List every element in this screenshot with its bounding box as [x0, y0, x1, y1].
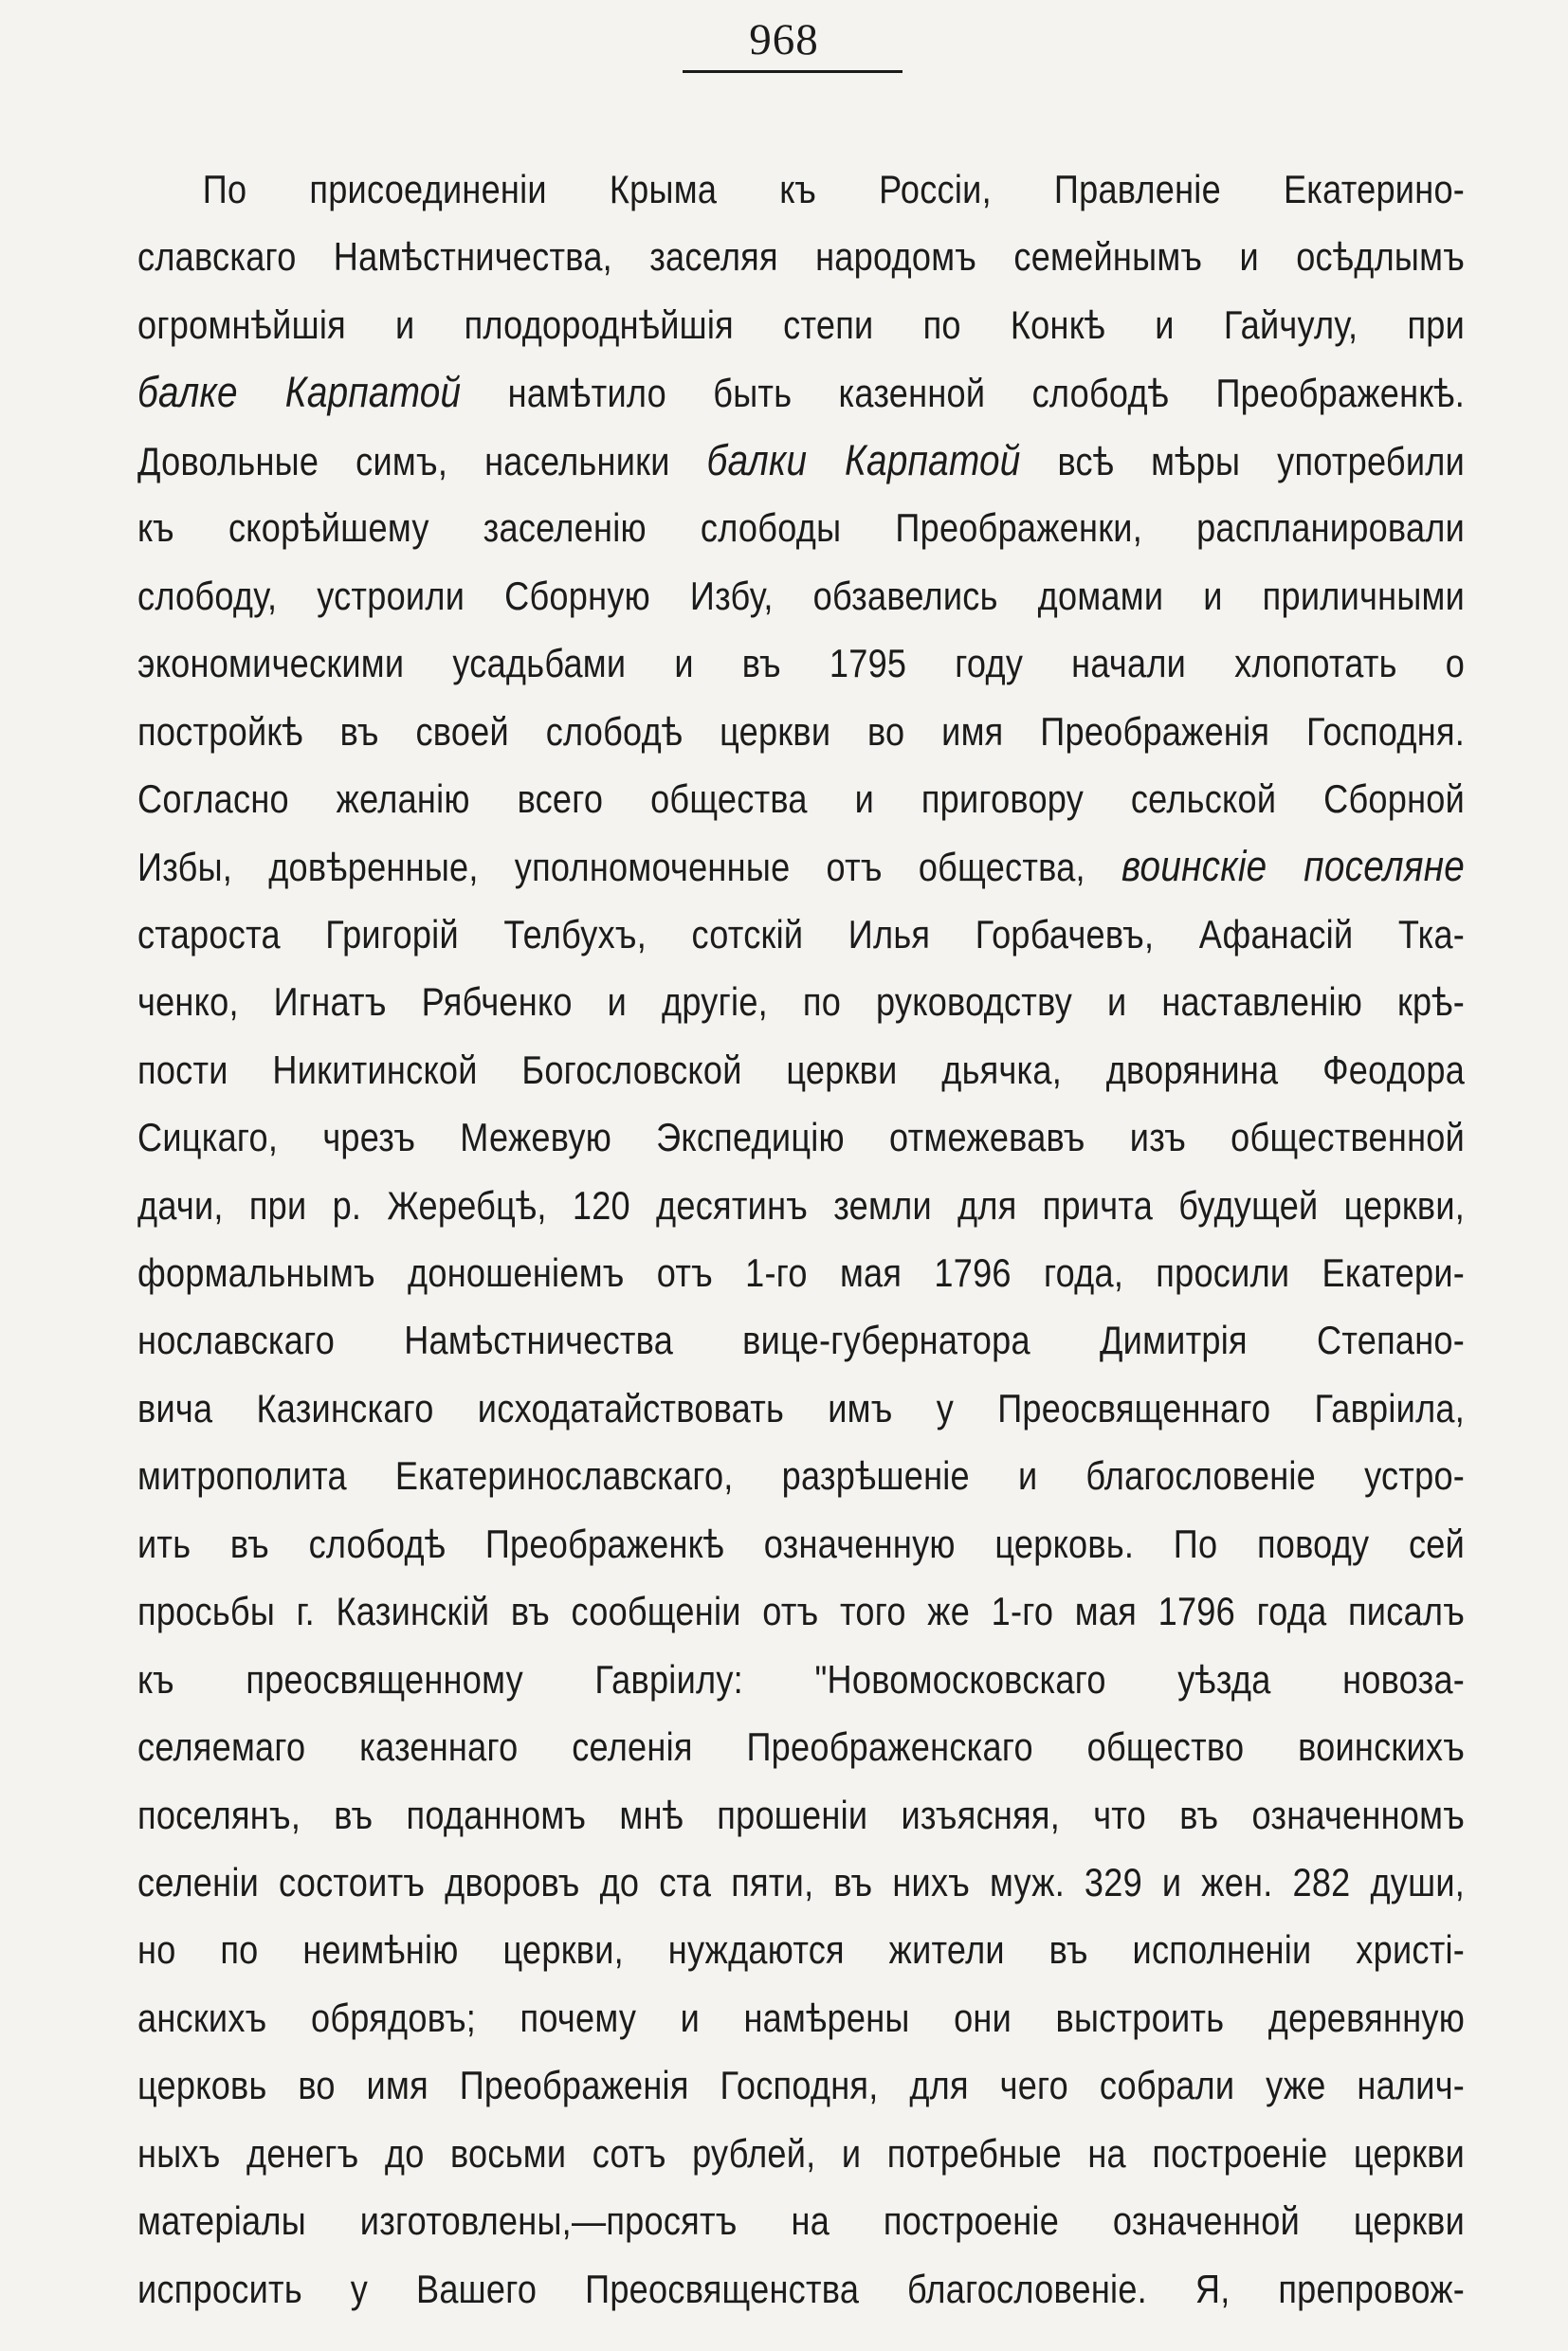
page-number-underline: [683, 70, 903, 73]
text-line: [137, 2255, 1465, 2323]
text-line: [137, 2051, 1465, 2119]
text-segment: просьбы г. Казинскій въ сообщеніи отъ того же 1-го мая 1796 года писалъ: [137, 1589, 1466, 1634]
body-text: [137, 155, 1465, 2323]
text-line: [137, 358, 1465, 426]
text-line: [137, 1984, 1465, 2051]
text-segment: ныхъ денегъ до восьми сотъ рублей, и потребные на построеніе церкви: [137, 2130, 1466, 2176]
text-segment: славскаго Намѣстничества, заселяя народомъ семейнымъ и осѣдлымъ: [137, 234, 1466, 280]
text-segment: всѣ мѣры употребили: [1020, 438, 1466, 483]
text-line: [137, 2187, 1465, 2254]
text-line: [137, 1646, 1465, 1713]
text-segment: Избы, довѣренные, уполномоченные отъ общества,: [137, 845, 1121, 890]
text-line: [137, 629, 1465, 697]
text-line: [137, 1849, 1465, 1916]
text-line: [137, 1442, 1465, 1509]
text-segment: слободу, устроили Сборную Избу, обзавелись домами и приличными: [137, 573, 1466, 618]
text-segment: церковь во имя Преображенія Господня, для чего собрали уже налич-: [137, 2063, 1466, 2108]
text-segment: постройкѣ въ своей слободѣ церкви во имя Преображенія Господня.: [137, 708, 1466, 754]
text-line: [137, 1375, 1465, 1442]
text-segment: селеніи состоитъ дворовъ до ста пяти, въ нихъ муж. 329 и жен. 282 души,: [137, 1859, 1466, 1904]
text-segment: нославскаго Намѣстничества вице-губернатора Димитрія Степано-: [137, 1318, 1466, 1363]
text-segment: Сицкаго, чрезъ Межевую Экспедицію отмежевавъ изъ общественной: [137, 1115, 1466, 1160]
text-line: [137, 698, 1465, 765]
text-line: [137, 427, 1465, 494]
text-line: [137, 1172, 1465, 1239]
text-line: [137, 1103, 1465, 1171]
text-line: [137, 1713, 1465, 1780]
text-line: [137, 2120, 1465, 2187]
text-segment: анскихъ обрядовъ; почему и намѣрены они выстроить деревянную: [137, 1995, 1466, 2040]
text-segment: поселянъ, въ поданномъ мнѣ прошеніи изъясняя, что въ означенномъ: [137, 1792, 1466, 1837]
text-line: [137, 1781, 1465, 1849]
text-line: [137, 968, 1465, 1035]
text-segment: вича Казинскаго исходатайствовать имъ у Преосвященнаго Гавріила,: [137, 1385, 1466, 1431]
text-segment: намѣтило быть казенной слободѣ Преображенкѣ.: [461, 371, 1466, 416]
text-segment: Согласно желанію всего общества и приговору сельской Сборной: [137, 775, 1466, 821]
text-segment: ченко, Игнатъ Рябченко и другіе, по руководству и наставленію крѣ-: [137, 979, 1466, 1025]
text-line: [137, 223, 1465, 290]
text-segment: матеріалы изготовлены,—просятъ на построеніе означенной церкви: [137, 2198, 1466, 2244]
text-line: [137, 1306, 1465, 1374]
text-line: [137, 1239, 1465, 1306]
text-line: [137, 291, 1465, 358]
page-number: 968: [749, 15, 819, 64]
text-segment: но по неимѣнію церкви, нуждаются жители въ исполненіи христі-: [137, 1927, 1466, 1973]
text-line: [137, 494, 1465, 561]
text-line: [137, 1036, 1465, 1103]
text-segment: къ скорѣйшему заселенію слободы Преображенки, распланировали: [137, 505, 1466, 551]
text-segment: пости Никитинской Богословской церкви дьячка, дворянина Феодора: [137, 1047, 1466, 1092]
text-line: [137, 1577, 1465, 1645]
italic-text: балке Карпатой: [137, 368, 462, 417]
italic-text: воинскіе поселяне: [1121, 842, 1466, 891]
text-segment: ить въ слободѣ Преображенкѣ означенную церковь. По поводу сей: [137, 1521, 1466, 1566]
text-line: [137, 1510, 1465, 1577]
text-segment: испросить у Вашего Преосвященства благословеніе. Я, препровож-: [137, 2266, 1466, 2311]
text-segment: староста Григорій Телбухъ, сотскій Илья Горбачевъ, Афанасій Тка-: [137, 911, 1466, 957]
text-line: [137, 901, 1465, 968]
text-segment: къ преосвященному Гавріилу: "Новомосковскаго уѣзда новоза-: [137, 1656, 1466, 1702]
text-line: [137, 832, 1465, 900]
text-segment: экономическими усадьбами и въ 1795 году начали хлопотать о: [137, 641, 1466, 686]
text-line: [137, 765, 1465, 832]
text-segment: селяемаго казеннаго селенія Преображенскаго общество воинскихъ: [137, 1724, 1466, 1770]
text-segment: огромнѣйшія и плодороднѣйшія степи по Конкѣ и Гайчулу, при: [137, 301, 1466, 347]
text-segment: По присоединеніи Крыма къ Россіи, Правленіе Екатерино-: [202, 167, 1466, 211]
text-line: [137, 1916, 1465, 1983]
text-line: [137, 562, 1465, 629]
text-segment: дачи, при р. Жеребцѣ, 120 десятинъ земли для причта будущей церкви,: [137, 1182, 1466, 1228]
text-segment: Довольные симъ, насельники: [137, 438, 707, 483]
italic-text: балки Карпатой: [706, 435, 1021, 484]
text-line: [137, 155, 1465, 223]
text-segment: формальнымъ доношеніемъ отъ 1-го мая 1796 года, просили Екатери-: [137, 1250, 1466, 1295]
text-segment: митрополита Екатеринославскаго, разрѣшеніе и благословеніе устро-: [137, 1453, 1466, 1499]
